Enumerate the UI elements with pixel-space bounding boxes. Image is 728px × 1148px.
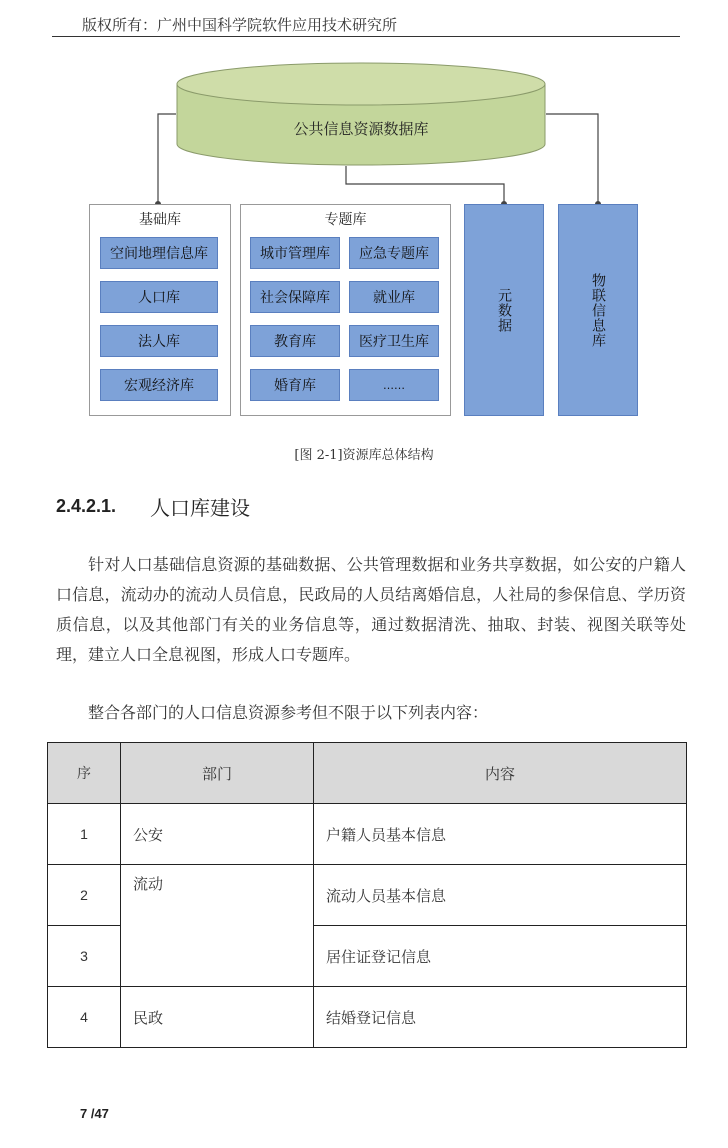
figure-caption: [图 2-1]资源库总体结构 xyxy=(294,448,434,463)
section-title: 人口库建设 xyxy=(150,496,250,520)
cell-dept: 流动 xyxy=(121,865,314,987)
topic-lib-item: 城市管理库 xyxy=(250,237,340,269)
topic-library-title: 专题库 xyxy=(324,212,367,228)
paragraph-text: 整合各部门的人口信息资源参考但不限于以下列表内容： xyxy=(88,703,489,722)
basic-library-title: 基础库 xyxy=(139,212,181,228)
basic-library-box xyxy=(89,204,231,416)
table-row xyxy=(48,987,687,1048)
cell-index: 2 xyxy=(48,865,121,926)
basic-lib-item: 人口库 xyxy=(100,281,218,313)
metadata-box: 元数据 xyxy=(464,204,544,416)
topic-lib-item: 婚育库 xyxy=(250,369,340,401)
topic-lib-item: 医疗卫生库 xyxy=(349,325,439,357)
table-row xyxy=(48,865,687,926)
cell-content: 户籍人员基本信息 xyxy=(314,804,687,865)
paragraph xyxy=(56,550,686,670)
topic-lib-item: 就业库 xyxy=(349,281,439,313)
basic-lib-item: 法人库 xyxy=(100,325,218,357)
col-header-dept: 部门 xyxy=(121,743,314,804)
cell-content: 结婚登记信息 xyxy=(314,987,687,1048)
cell-index: 1 xyxy=(48,804,121,865)
population-info-table xyxy=(47,742,687,1048)
basic-lib-item: 宏观经济库 xyxy=(100,369,218,401)
cell-dept: 公安 xyxy=(121,804,314,865)
col-header-index: 序 xyxy=(48,743,121,804)
topic-lib-item: 教育库 xyxy=(250,325,340,357)
topic-lib-item: 社会保障库 xyxy=(250,281,340,313)
cell-index: 3 xyxy=(48,926,121,987)
cell-content: 流动人员基本信息 xyxy=(314,865,687,926)
col-header-content: 内容 xyxy=(314,743,687,804)
table-row xyxy=(48,804,687,865)
database-label: 公共信息资源数据库 xyxy=(293,120,429,138)
topic-lib-item: …… xyxy=(349,369,439,401)
cell-index: 4 xyxy=(48,987,121,1048)
section-number: 2.4.2.1. xyxy=(56,496,117,516)
header-text: 版权所有：广州中国科学院软件应用技术研究所 xyxy=(82,16,398,34)
topic-lib-item: 应急专题库 xyxy=(349,237,439,269)
paragraph xyxy=(56,698,686,728)
basic-lib-item: 空间地理信息库 xyxy=(100,237,218,269)
cell-content: 居住证登记信息 xyxy=(314,926,687,987)
paragraph-text: 针对人口基础信息资源的基础数据、公共管理数据和业务共享数据，如公安的户籍人口信息，流动办的流动人员信息，民政局的人员结离婚信息，人社局的参保信息、学历资质信息，以及其他部门有关的业务信息等，通过数据清洗、抽取、封装、视图关联等处理，建立人口全息视图，形成人口专题库。 xyxy=(56,555,686,664)
database-cylinder-shape xyxy=(176,62,546,166)
topic-library-box xyxy=(240,204,451,416)
iot-library-box: 物联信息库 xyxy=(558,204,638,416)
public-database-cylinder xyxy=(176,62,546,166)
cell-dept: 民政 xyxy=(121,987,314,1048)
table-header-row xyxy=(48,743,687,804)
page-number: 7 /47 xyxy=(80,1106,109,1121)
